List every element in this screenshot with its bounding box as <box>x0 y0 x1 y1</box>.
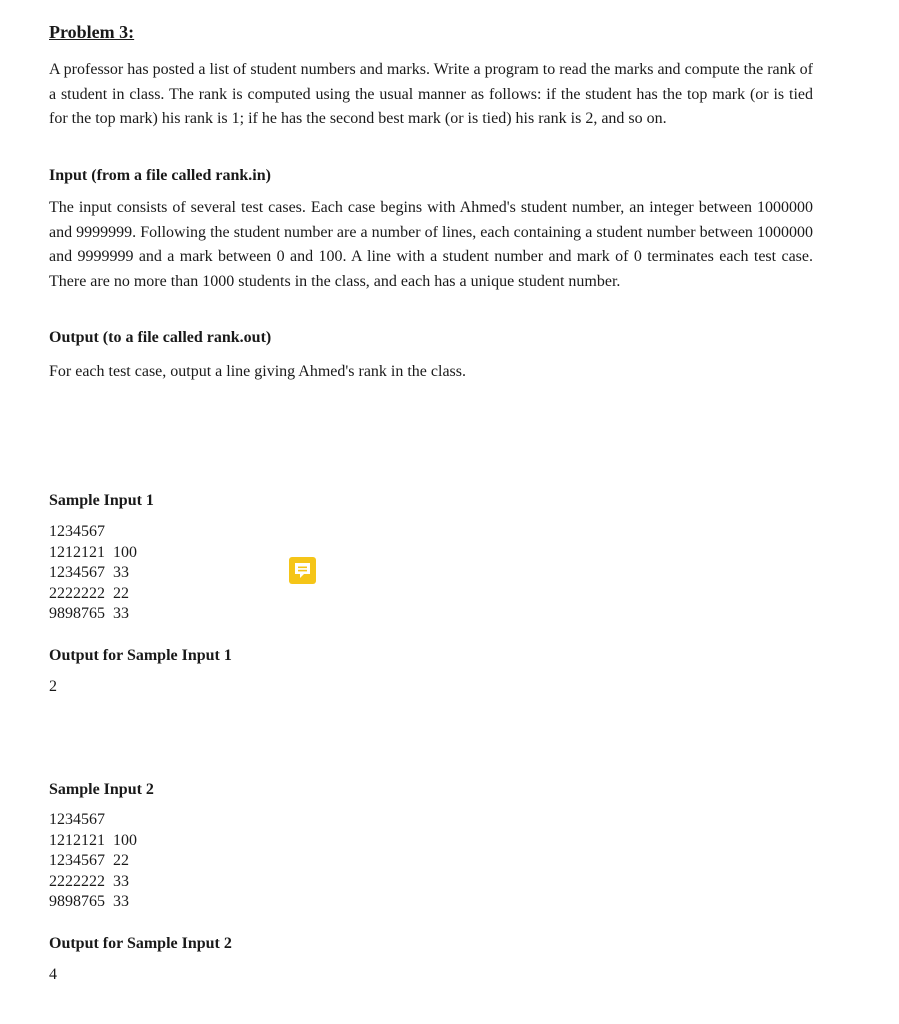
sample-line: 1212121 100 <box>49 543 137 561</box>
comment-icon[interactable] <box>289 557 316 584</box>
sample-line: 1234567 <box>49 811 105 828</box>
input-heading: Input (from a file called rank.in) <box>49 167 271 184</box>
sample-line: 9898765 33 <box>49 605 129 623</box>
output-description: For each test case, output a line giving Ahmed's rank in the class. <box>49 363 467 380</box>
sample-output-2-heading: Output for Sample Input 2 <box>49 935 232 952</box>
sample-line: 1234567 <box>49 523 105 540</box>
sample-output-1: 2 <box>49 678 57 695</box>
sample-line: 1234567 22 <box>49 852 129 870</box>
input-description: The input consists of several test cases. Each case begins with Ahmed's student number, an integer between 1000000 and 9999999. Following the student number are a number of lines, each containing a student number between 1000000 and 9999999 and a mark between 0 and 100. A line with a student number and mark of 0 terminates each test case. There are no more than 1000 students in the class, and each has a unique student number. <box>49 199 813 290</box>
sample-input-2-heading: Sample Input 2 <box>49 781 154 798</box>
sample-line: 1212121 100 <box>49 831 137 849</box>
sample-output-1-heading: Output for Sample Input 1 <box>49 647 232 664</box>
sample-line: 1234567 33 <box>49 564 129 582</box>
problem-description: A professor has posted a list of student numbers and marks. Write a program to read the marks and compute the rank of a student in class. The rank is computed using the usual manner as follows: if the student has the top mark (or is tied for the top mark) his rank is 1; if he has the second best mark (or is tied) his rank is 2, and so on. <box>49 61 813 127</box>
output-heading: Output (to a file called rank.out) <box>49 329 272 346</box>
sample-line: 2222222 22 <box>49 584 129 602</box>
sample-output-2: 4 <box>49 966 57 983</box>
problem-title: Problem 3: <box>49 22 135 42</box>
sample-line: 2222222 33 <box>49 872 129 890</box>
sample-input-2 <box>49 810 137 913</box>
sample-line: 9898765 33 <box>49 893 129 911</box>
sample-input-1 <box>49 522 137 625</box>
sample-input-1-heading: Sample Input 1 <box>49 492 154 509</box>
